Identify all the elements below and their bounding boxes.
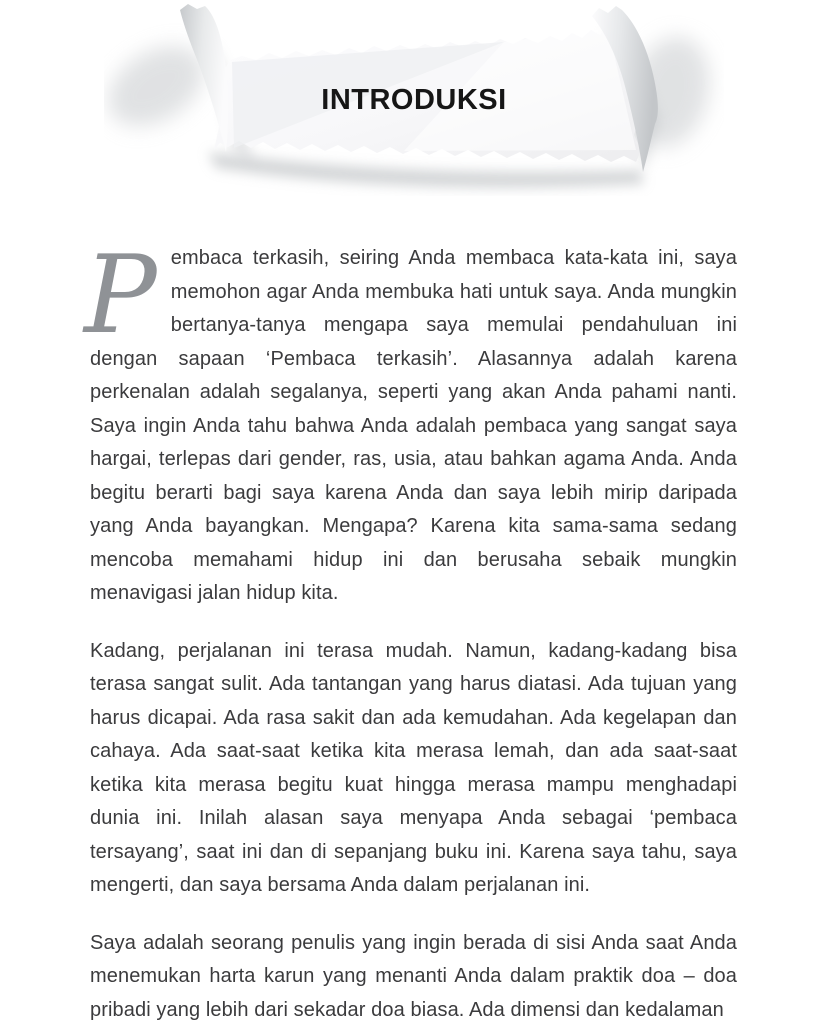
chapter-body (90, 242, 737, 1027)
chapter-title: INTRODUKSI (104, 84, 724, 117)
intro-paragraph-text: embaca terkasih, seiring Anda membaca kata-kata ini, saya memohon agar Anda membuka hati untuk saya. Anda mungkin bertanya-tanya mengapa saya memulai pendahuluan ini dengan sapaan ‘Pembaca terkasih’. Alasannya adalah karena perkenalan adalah segalanya, seperti yang akan Anda pahami nanti. Saya ingin Anda tahu bahwa Anda adalah pembaca yang sangat saya hargai, terlepas dari gender, ras, usia, atau bahkan agama Anda. Anda begitu berarti bagi saya karena Anda dan saya lebih mirip daripada yang Anda bayangkan. Mengapa? Karena kita sama-sama sedang mencoba memahami hidup ini dan berusaha sebaik mungkin menavigasi jalan hidup kita. (90, 247, 737, 604)
torn-paper-banner (0, 0, 827, 196)
journey-paragraph: Kadang, perjalanan ini terasa mudah. Namun, kadang-kadang bisa terasa sangat sulit. Ada tantangan yang harus diatasi. Ada tujuan yang harus dicapai. Ada rasa sakit dan ada kemudahan. Ada kegelapan dan cahaya. Ada saat-saat ketika kita merasa lemah, dan ada saat-saat ketika kita merasa begitu kuat hingga merasa mampu menghadapi dunia ini. Inilah alasan saya menyapa Anda sebagai ‘pembaca tersayang’, saat ini dan di sepanjang buku ini. Karena saya tahu, saya mengerti, dan saya bersama Anda dalam perjalanan ini. (90, 635, 737, 903)
intro-paragraph (90, 242, 737, 611)
author-paragraph: Saya adalah seorang penulis yang ingin berada di sisi Anda saat Anda menemukan harta karun yang menanti Anda dalam praktik doa – doa pribadi yang lebih dari sekadar doa biasa. Ada dimensi dan kedalaman (90, 927, 737, 1027)
drop-cap: P (84, 250, 157, 342)
